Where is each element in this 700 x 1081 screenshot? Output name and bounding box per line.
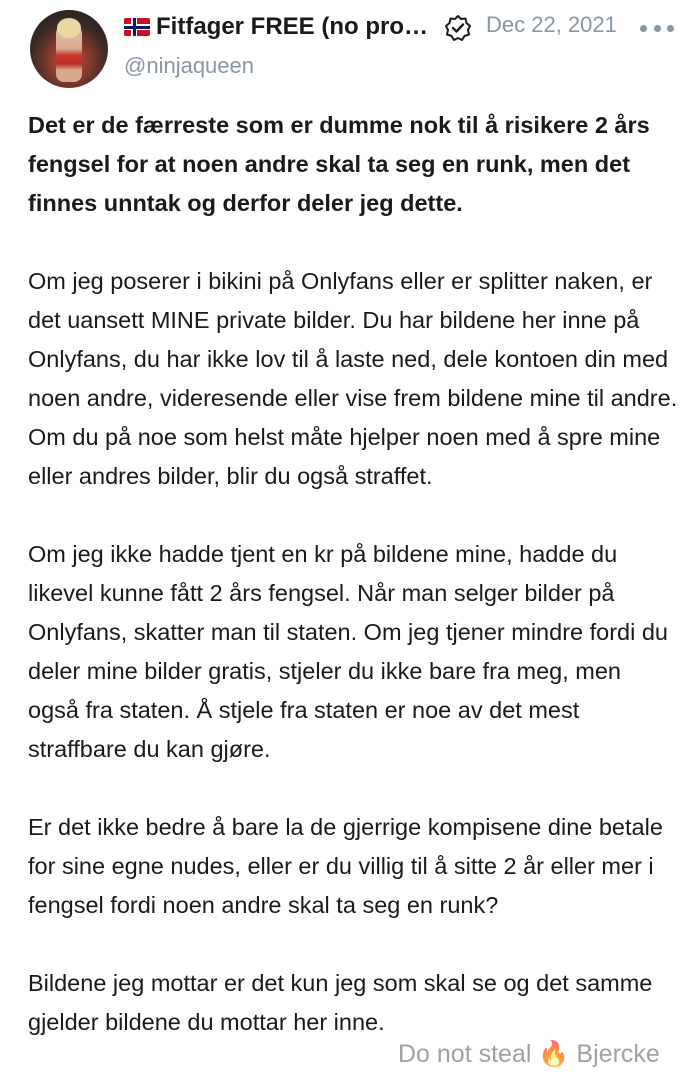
post-paragraph-intro: Det er de færreste som er dumme nok til å risikere 2 års fengsel for at noen andre skal ta seg en runk, men det finnes unntak og derfor deler jeg dette. <box>28 112 650 216</box>
verified-badge-icon <box>444 14 472 42</box>
post-paragraph: Om jeg ikke hadde tjent en kr på bildene mine, hadde du likevel kunne fått 2 års fengsel. Når man selger bilder på Onlyfans, skatter man til staten. Om jeg tjener mindre fordi du deler mine bilder gratis, stjeler du ikke bare fra meg, men også fra staten. Å stjele fra staten er noe av det mest straffbare du kan gjøre. <box>28 541 668 762</box>
post-paragraph: Er det ikke bedre å bare la de gjerrige kompisene dine betale for sine egne nudes, eller er du villig til å sitte 2 år eller mer i fengsel fordi noen andre skal ta seg en runk? <box>28 814 663 918</box>
avatar-hair <box>57 18 81 38</box>
more-options-icon[interactable] <box>640 14 674 42</box>
author-name-row[interactable] <box>124 10 428 44</box>
post-header <box>0 0 700 100</box>
author-display-name[interactable]: Fitfager FREE (no pro… <box>156 13 428 40</box>
watermark: Do not steal 🔥 Bjercke <box>398 1040 660 1068</box>
post-paragraph: Om jeg poserer i bikini på Onlyfans eller er splitter naken, er det uansett MINE private bilder. Du har bildene her inne på Onlyfans, du har ikke lov til å laste ned, dele kontoen din med noen andre, videresende eller vise frem bildene mine til andre. Om du på noe som helst måte hjelper noen med å spre mine eller andres bilder, blir du også straffet. <box>28 268 678 489</box>
avatar[interactable] <box>30 10 108 88</box>
post-paragraph: Bildene jeg mottar er det kun jeg som skal se og det samme gjelder bildene du mottar her inne. <box>28 970 653 1035</box>
post-body <box>28 106 678 1081</box>
norway-flag-icon <box>124 18 150 36</box>
post-date: Dec 22, 2021 <box>486 12 617 37</box>
author-handle[interactable]: @ninjaqueen <box>124 53 254 78</box>
